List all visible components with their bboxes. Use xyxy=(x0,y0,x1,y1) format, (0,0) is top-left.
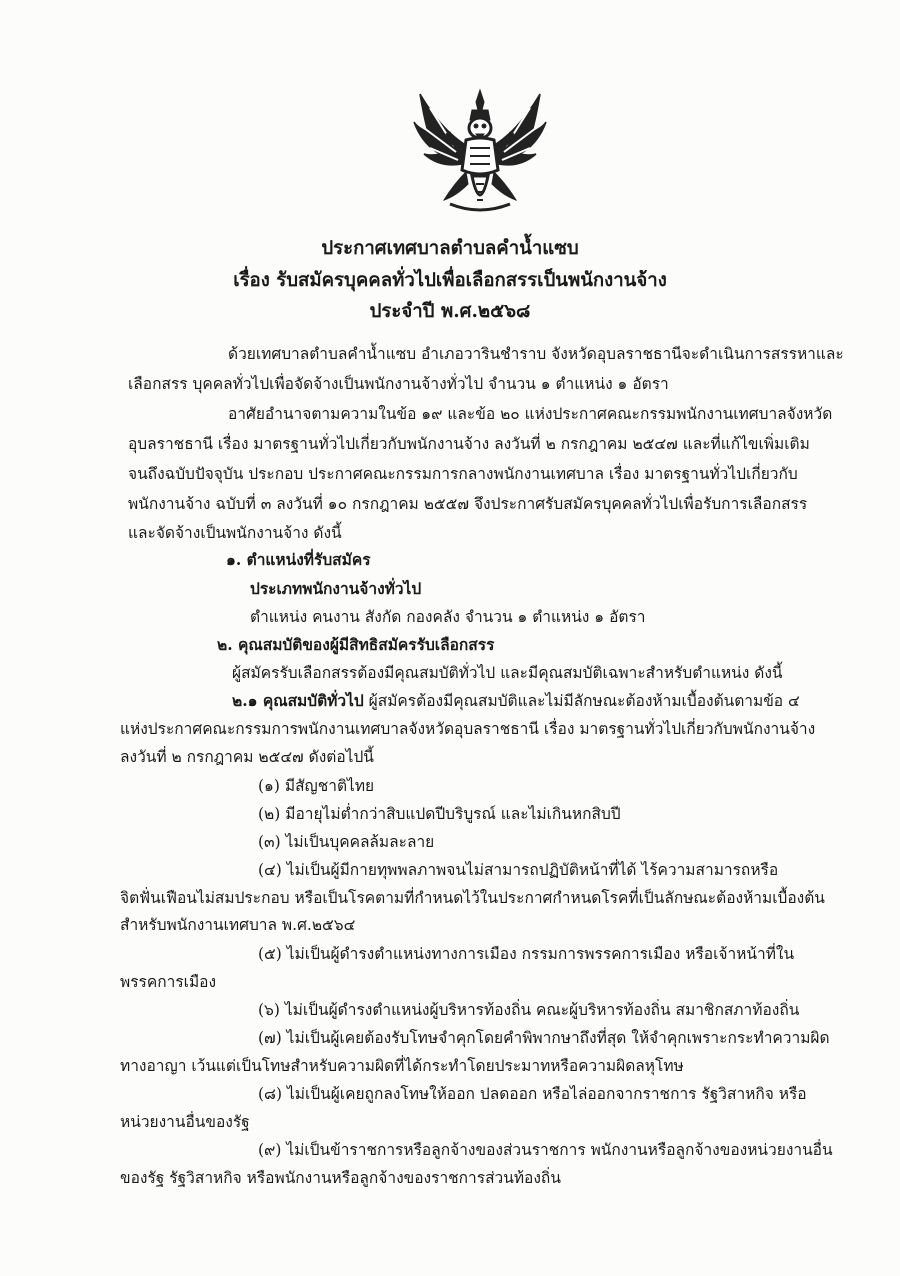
section1-heading: ๑. ตำแหน่งที่รับสมัคร xyxy=(226,550,371,569)
list-item-8-line2: หน่วยงานอื่นของรัฐ xyxy=(120,1113,250,1131)
intro-p2-line4: พนักงานจ้าง ฉบับที่ ๓ ลงวันที่ ๑๐ กรกฎาคม ๒๕๕๗ จึงประกาศรับสมัครบุคคลทั่วไปเพื่อรับการเลือกสรร xyxy=(128,495,808,513)
list-item-1: (๑) มีสัญชาติไทย xyxy=(258,777,375,795)
list-item-5-line1: (๕) ไม่เป็นผู้ดำรงตำแหน่งทางการเมือง กรรมการพรรคการเมือง หรือเจ้าหน้าที่ใน xyxy=(258,945,795,963)
list-item-2: (๒) มีอายุไม่ต่ำกว่าสิบแปดปีบริบูรณ์ และไม่เกินหกสิบปี xyxy=(258,805,621,823)
list-item-8-line1: (๘) ไม่เป็นผู้เคยถูกลงโทษให้ออก ปลดออก หรือไล่ออกจากราชการ รัฐวิสาหกิจ หรือ xyxy=(258,1085,807,1103)
section1-subheading: ประเภทพนักงานจ้างทั่วไป xyxy=(250,579,422,598)
list-item-7-line1: (๗) ไม่เป็นผู้เคยต้องรับโทษจำคุกโดยคำพิพากษาถึงที่สุด ให้จำคุกเพราะกระทำความผิด xyxy=(258,1029,830,1047)
intro-p1-line1: ด้วยเทศบาลตำบลคำน้ำแซบ อำเภอวารินชำราบ จังหวัดอุบลราชธานีจะดำเนินการสรรหาและ xyxy=(228,345,844,363)
intro-p2-line3: จนถึงฉบับปัจจุบัน ประกอบ ประกาศคณะกรรมการกลางพนักงานเทศบาล เรื่อง มาตรฐานทั่วไปเกี่ยวกับ xyxy=(128,465,798,483)
section2-1-line2: แห่งประกาศคณะกรรมการพนักงานเทศบาลจังหวัดอุบลราชธานี เรื่อง มาตรฐานทั่วไปเกี่ยวกับพนักงานจ้าง xyxy=(120,720,816,738)
list-item-9-line1: (๙) ไม่เป็นข้าราชการหรือลูกจ้างของส่วนราชการ พนักงานหรือลูกจ้างของหน่วยงานอื่น xyxy=(258,1141,833,1159)
announcement-title: ประกาศเทศบาลตำบลคำน้ำแซบ xyxy=(321,237,579,259)
list-item-3: (๓) ไม่เป็นบุคคลล้มละลาย xyxy=(258,833,435,851)
section2-heading: ๒. คุณสมบัติของผู้มีสิทธิสมัครรับเลือกสรร xyxy=(217,635,495,654)
list-item-4-line1: (๔) ไม่เป็นผู้มีกายทุพพลภาพจนไม่สามารถปฏิบัติหน้าที่ได้ ไร้ความสามารถหรือ xyxy=(258,861,779,879)
list-item-5-line2: พรรคการเมือง xyxy=(120,973,217,991)
list-item-4-line2: จิตฟั่นเฟือนไม่สมประกอบ หรือเป็นโรคตามที่กำหนดไว้ในประกาศกำหนดโรคที่เป็นลักษณะต้องห้ามเบื้องต้น xyxy=(120,889,825,907)
intro-p1-line2: เลือกสรร บุคคลทั่วไปเพื่อจัดจ้างเป็นพนักงานจ้างทั่วไป จำนวน ๑ ตำแหน่ง ๑ อัตรา xyxy=(128,375,669,393)
intro-p2-line1: อาศัยอำนาจตามความในข้อ ๑๙ และข้อ ๒๐ แห่งประกาศคณะกรรมพนักงานเทศบาลจังหวัด xyxy=(228,405,833,423)
garuda-emblem-icon xyxy=(410,88,550,216)
section2-1-line3: ลงวันที่ ๒ กรกฎาคม ๒๕๔๗ ดังต่อไปนี้ xyxy=(120,748,374,766)
section2-1-text: ผู้สมัครต้องมีคุณสมบัติและไม่มีลักษณะต้องห้ามเบื้องต้นตามข้อ ๔ xyxy=(363,692,800,710)
list-item-9-line2: ของรัฐ รัฐวิสาหกิจ หรือพนักงานหรือลูกจ้างของราชการส่วนท้องถิ่น xyxy=(120,1169,561,1187)
intro-p2-line5: และจัดจ้างเป็นพนักงานจ้าง ดังนี้ xyxy=(128,524,342,542)
section1-detail: ตำแหน่ง คนงาน สังกัด กองคลัง จำนวน ๑ ตำแหน่ง ๑ อัตรา xyxy=(250,608,646,626)
list-item-6: (๖) ไม่เป็นผู้ดำรงตำแหน่งผู้บริหารท้องถิ่น คณะผู้บริหารท้องถิ่น สมาชิกสภาท้องถิ่น xyxy=(258,1001,800,1019)
section2-1-heading: ๒.๑ คุณสมบัติทั่วไป xyxy=(232,691,364,710)
section2-intro: ผู้สมัครรับเลือกสรรต้องมีคุณสมบัติทั่วไป และมีคุณสมบัติเฉพาะสำหรับตำแหน่ง ดังนี้ xyxy=(232,664,783,682)
announcement-year: ประจำปี พ.ศ.๒๕๖๘ xyxy=(369,300,531,322)
announcement-subject: เรื่อง รับสมัครบุคคลทั่วไปเพื่อเลือกสรรเป็นพนักงานจ้าง xyxy=(233,269,667,291)
section2-1-line1 xyxy=(232,690,800,712)
list-item-4-line3: สำหรับพนักงานเทศบาล พ.ศ.๒๕๖๔ xyxy=(120,916,356,934)
list-item-7-line2: ทางอาญา เว้นแต่เป็นโทษสำหรับความผิดที่ได้กระทำโดยประมาทหรือความผิดลหุโทษ xyxy=(120,1057,684,1075)
intro-p2-line2: อุบลราชธานี เรื่อง มาตรฐานทั่วไปเกี่ยวกับพนักงานจ้าง ลงวันที่ ๒ กรกฎาคม ๒๕๔๗ และที่แก้ไขเพิ่มเติม xyxy=(128,435,810,453)
